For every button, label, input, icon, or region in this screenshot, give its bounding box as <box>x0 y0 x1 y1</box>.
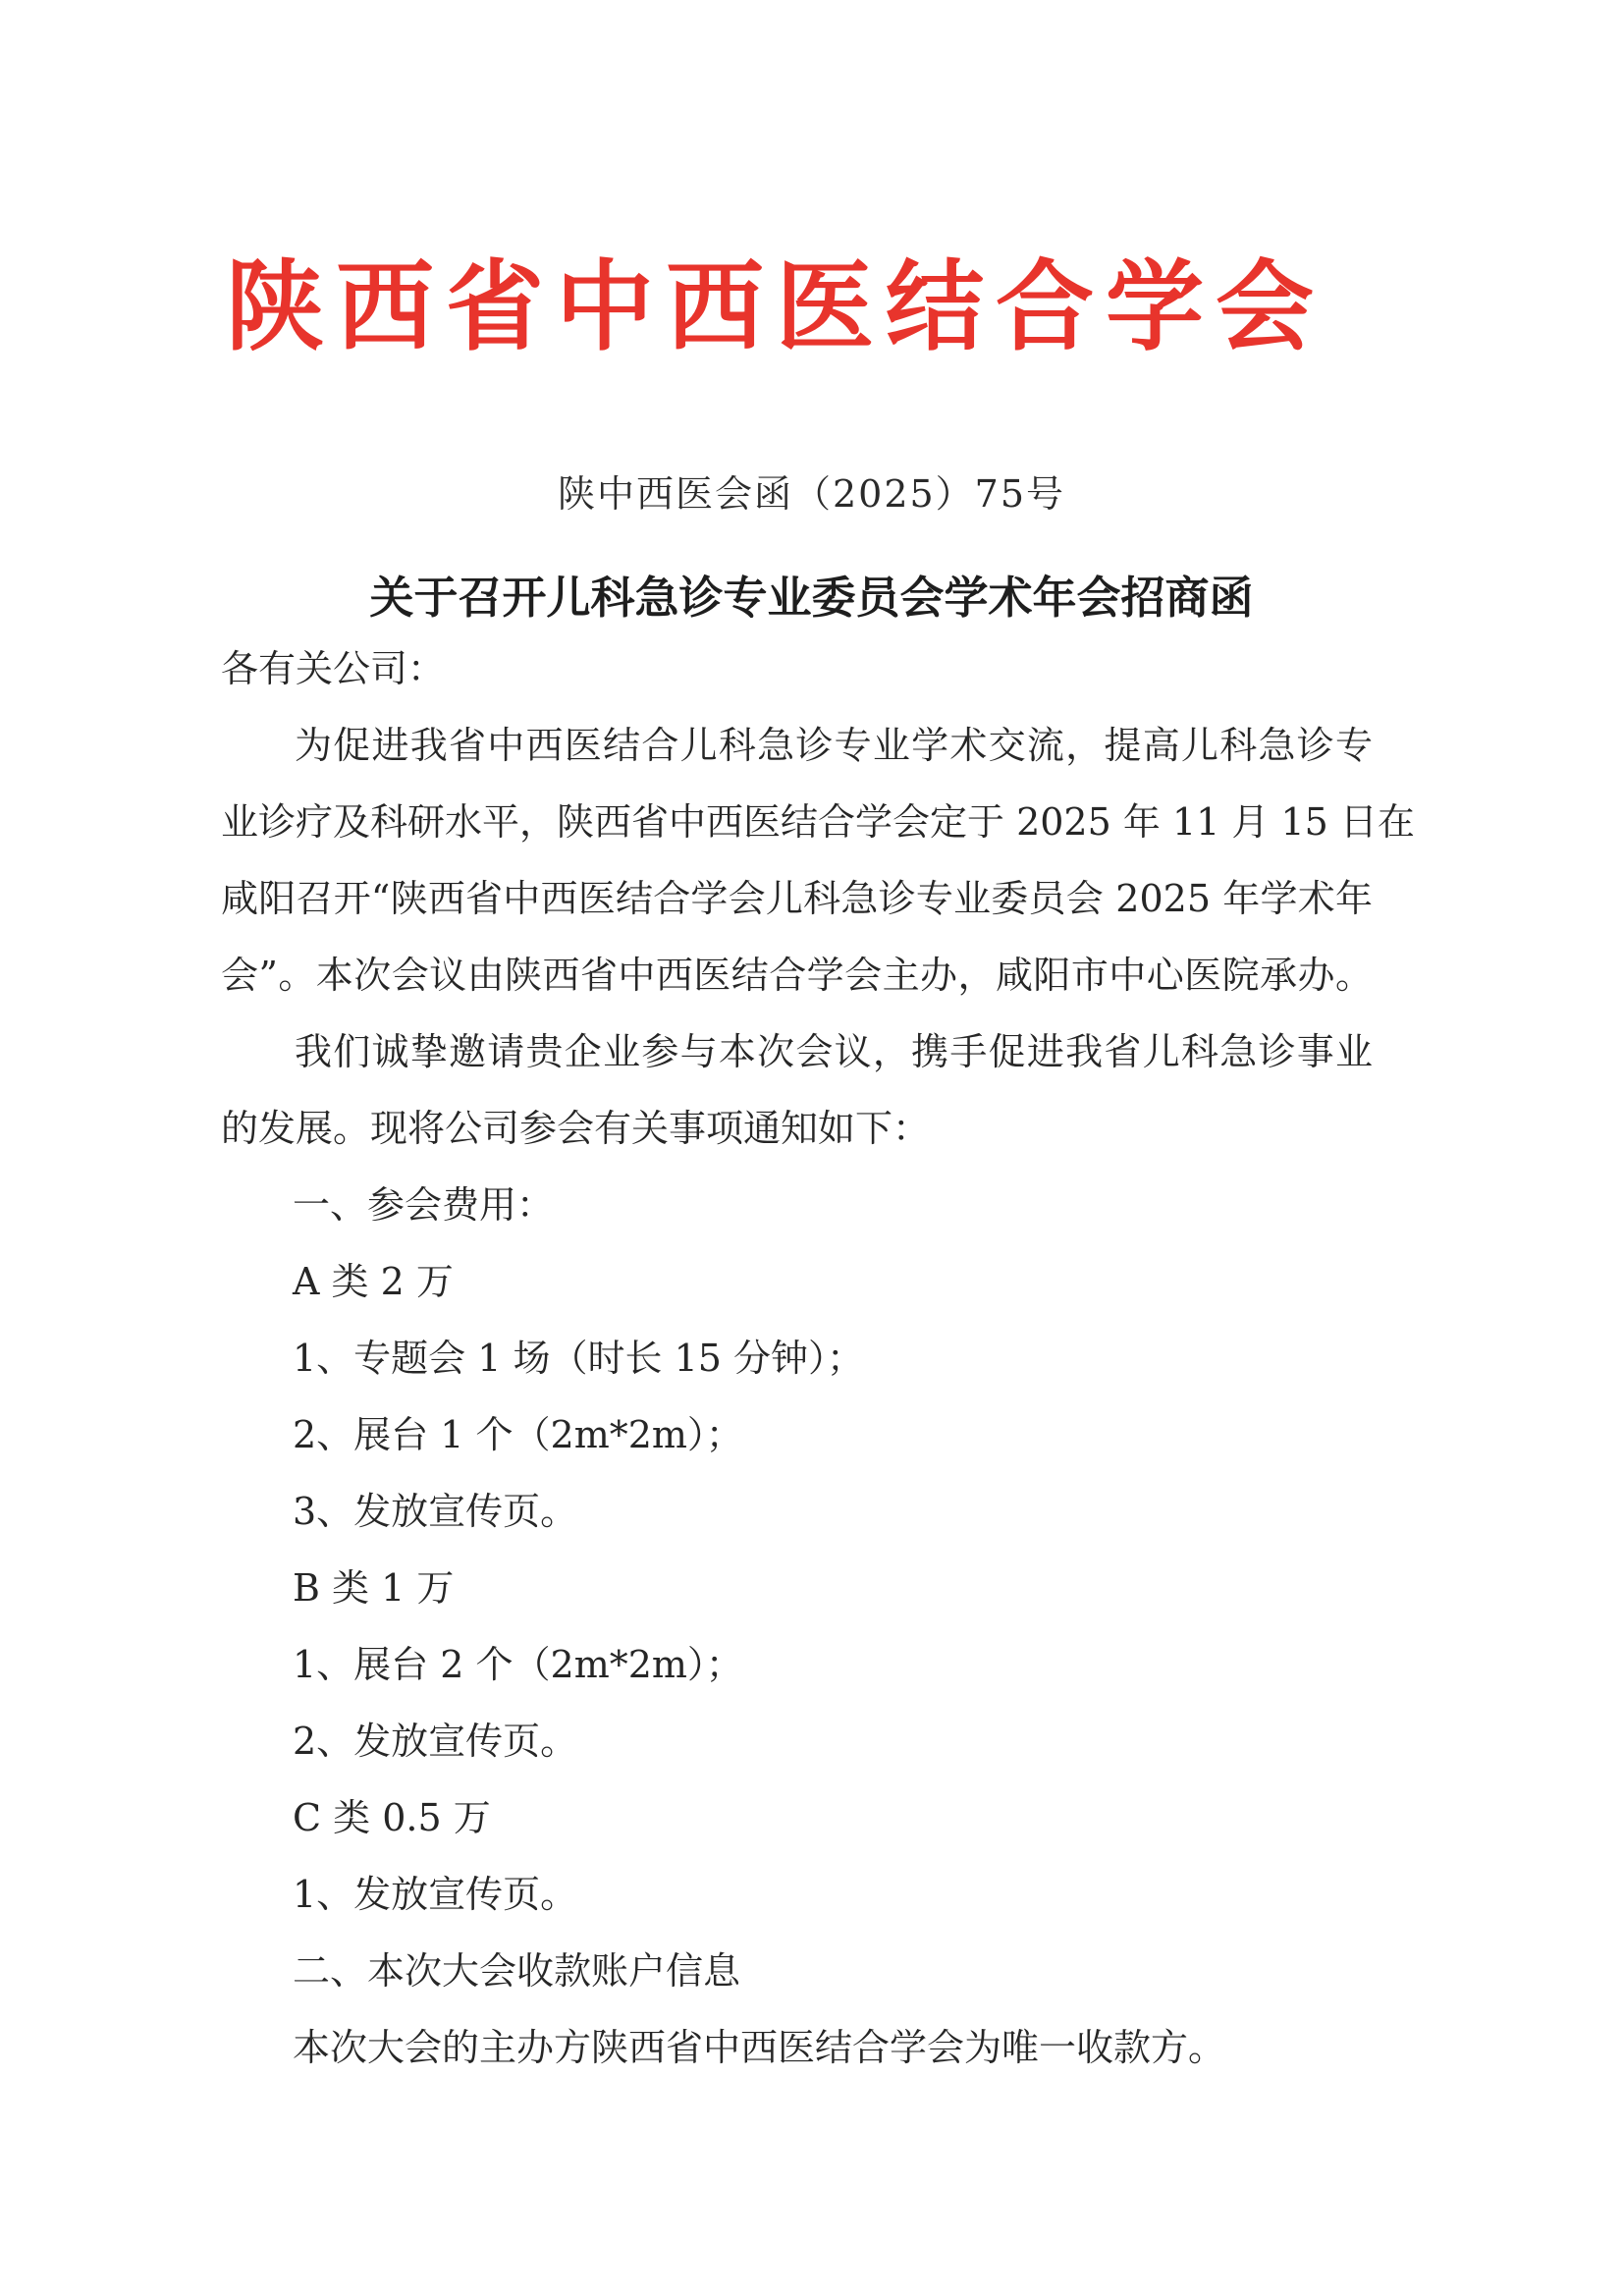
section1-heading: 一、参会费用： <box>293 1183 555 1227</box>
section2-text: 本次大会的主办方陕西省中西医结合学会为唯一收款方。 <box>293 2026 1226 2069</box>
class-b-item: 2、发放宣传页。 <box>293 1720 578 1763</box>
paragraph1-line2: 业诊疗及科研水平，陕西省中西医结合学会定于 2025 年 11 月 15 日在 <box>221 800 1415 844</box>
paragraph2-line1: 我们诚挚邀请贵企业参与本次会议，携手促进我省儿科急诊事业 <box>295 1030 1373 1073</box>
class-b-item: 1、展台 2 个（2m*2m）； <box>293 1643 743 1686</box>
salutation: 各有关公司： <box>221 647 446 690</box>
document-number: 陕中西医会函（2025）75号 <box>557 472 1066 516</box>
paragraph1-line3: 咸阳召开“陕西省中西医结合学会儿科急诊专业委员会 2025 年学术年 <box>221 877 1373 920</box>
paragraph1-line1: 为促进我省中西医结合儿科急诊专业学术交流，提高儿科急诊专 <box>295 724 1373 767</box>
paragraph1-line4: 会”。本次会议由陕西省中西医结合学会主办，咸阳市中心医院承办。 <box>221 954 1373 997</box>
section2-heading: 二、本次大会收款账户信息 <box>293 1949 741 1993</box>
paragraph2-line2: 的发展。现将公司参会有关事项通知如下： <box>221 1107 931 1150</box>
class-a-item: 1、专题会 1 场（时长 15 分钟）； <box>293 1337 865 1380</box>
class-a-item: 2、展台 1 个（2m*2m）； <box>293 1413 743 1456</box>
class-b-title: B 类 1 万 <box>293 1566 455 1610</box>
class-c-item: 1、发放宣传页。 <box>293 1873 578 1916</box>
class-a-title: A 类 2 万 <box>293 1260 454 1303</box>
class-c-title: C 类 0.5 万 <box>293 1796 491 1839</box>
class-a-item: 3、发放宣传页。 <box>293 1490 578 1533</box>
document-title: 关于召开儿科急诊专业委员会学术年会招商函 <box>369 572 1254 624</box>
org-letterhead: 陕西省中西医结合学会 <box>226 248 1325 364</box>
